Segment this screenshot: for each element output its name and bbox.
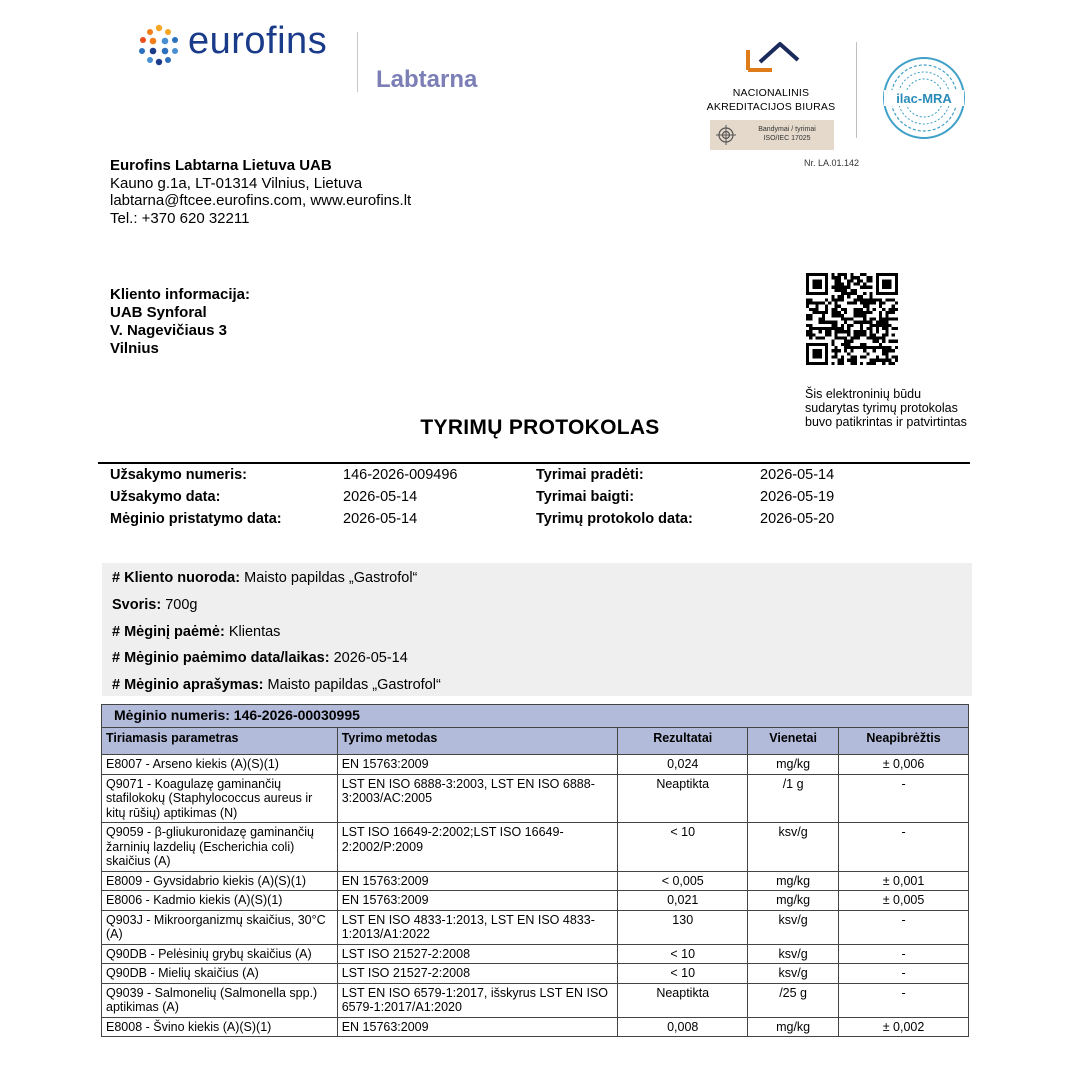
table-row: Q903J - Mikroorganizmų skaičius, 30°C (A) LST EN ISO 4833-1:2013, LST EN ISO 4833-1:2013/A1:2022 130 ksv/g - [102, 910, 969, 944]
accreditation-divider [856, 42, 857, 138]
eurofins-logo [138, 20, 478, 96]
sample-number-row [102, 705, 969, 728]
nab-scope-box [710, 120, 834, 150]
sample-info-row: # Mėginio paėmimo data/laikas: 2026-05-14 [112, 650, 408, 667]
client-heading: Kliento informacija: [110, 286, 251, 303]
order-row: Užsakymo data: 2026-05-14 Tyrimai baigti: 2026-05-19 [110, 489, 835, 505]
document-title: TYRIMŲ PROTOKOLAS [420, 416, 660, 439]
client-street: V. Nagevičiaus 3 [110, 322, 228, 339]
lab-name: Eurofins Labtarna Lietuva UAB [110, 157, 332, 174]
table-row: E8006 - Kadmio kiekis (A)(S)(1) EN 15763:2009 0,021 mg/kg ± 0,005 [102, 891, 969, 911]
logo-divider [357, 32, 358, 92]
order-info [110, 466, 970, 532]
table-row: E8008 - Švino kiekis (A)(S)(1) EN 15763:2009 0,008 mg/kg ± 0,002 [102, 1017, 969, 1037]
logo-subtitle: Labtarna [376, 66, 478, 93]
title-rule [98, 462, 970, 464]
table-row: Q9071 - Koagulazę gaminančių stafilokokų (Staphylococcus aureus ir kitų rūšių) aptikimas (N) LST EN ISO 6888-3:2003, LST EN ISO 6888-3:2003/AC:2005 Neaptikta /1 g - [102, 774, 969, 823]
client-city: Vilnius [110, 340, 159, 357]
sample-info-row: # Mėginį paėmė: Klientas [112, 623, 281, 640]
column-header: Neapibrėžtis [839, 728, 969, 755]
lab-phone: Tel.: +370 620 32211 [110, 209, 250, 227]
lab-contact: labtarna@ftcee.eurofins.com, www.eurofins.lt [110, 192, 412, 209]
sample-number: Mėginio numeris: 146-2026-00030995 [102, 705, 969, 728]
order-row: Mėginio pristatymo data: 2026-05-14 Tyrimų protokolo data: 2026-05-20 [110, 511, 835, 527]
sample-info-row: # Mėginio aprašymas: Maisto papildas „Gastrofol“ [112, 677, 441, 694]
nab-scope-text: Bandymai / tyrimai ISO/IEC 17025 [758, 126, 816, 142]
table-header [102, 728, 969, 755]
column-header: Tyrimo metodas [337, 728, 618, 755]
column-header: Rezultatai [618, 728, 748, 755]
sample-info-row: Svoris: 700g [112, 596, 198, 613]
target-icon [716, 125, 736, 145]
accreditation-number: Nr. LA.01.142 [804, 158, 860, 168]
qr-verification-note: Šis elektroninių būdu sudarytas tyrimų protokolas buvo patikrintas ir patvirtintas [805, 387, 967, 429]
table-row: E8007 - Arseno kiekis (A)(S)(1) EN 15763:2009 0,024 mg/kg ± 0,006 [102, 755, 969, 775]
ilac-mra-logo-icon [882, 56, 966, 140]
order-row: Užsakymo numeris: 146-2026-009496 Tyrimai pradėti: 2026-05-14 [110, 467, 835, 483]
table-row: Q9039 - Salmonelių (Salmonella spp.) aptikimas (A) LST EN ISO 6579-1:2017, išskyrus LST EN ISO 6579-1:2017/A1:2020 Neaptikta /25 g - [102, 983, 969, 1017]
table-row: Q90DB - Pelėsinių grybų skaičius (A) LST ISO 21527-2:2008 < 10 ksv/g - [102, 944, 969, 964]
nab-name: NACIONALINIS AKREDITACIJOS BIURAS [706, 87, 836, 113]
results-table [101, 704, 969, 1037]
table-row: Q90DB - Mielių skaičius (A) LST ISO 21527-2:2008 < 10 ksv/g - [102, 964, 969, 984]
accreditation-block [700, 36, 970, 171]
eurofins-dots-icon [138, 24, 180, 66]
sample-info [102, 563, 972, 696]
client-info [110, 286, 250, 358]
lab-address: Kauno g.1a, LT-01314 Vilnius, Lietuva [110, 174, 363, 192]
svg-text:ilac-MRA: ilac-MRA [896, 91, 952, 106]
lab-info [110, 157, 411, 227]
column-header: Vienetai [748, 728, 839, 755]
logo-wordmark: eurofins [188, 20, 328, 62]
nab-logo-icon [744, 40, 802, 76]
qr-code-icon [806, 273, 898, 365]
sample-info-row: # Kliento nuoroda: Maisto papildas „Gastrofol“ [112, 570, 418, 586]
table-row: Q9059 - β-gliukuronidazę gaminančių žarninių lazdelių (Escherichia coli) skaičius (A) LST ISO 16649-2:2002;LST ISO 16649-2:2002/P:2009 < 10 ksv/g - [102, 823, 969, 872]
client-name: UAB Synforal [110, 304, 207, 321]
table-row: E8009 - Gyvsidabrio kiekis (A)(S)(1) EN 15763:2009 < 0,005 mg/kg ± 0,001 [102, 871, 969, 891]
column-header: Tiriamasis parametras [102, 728, 338, 755]
